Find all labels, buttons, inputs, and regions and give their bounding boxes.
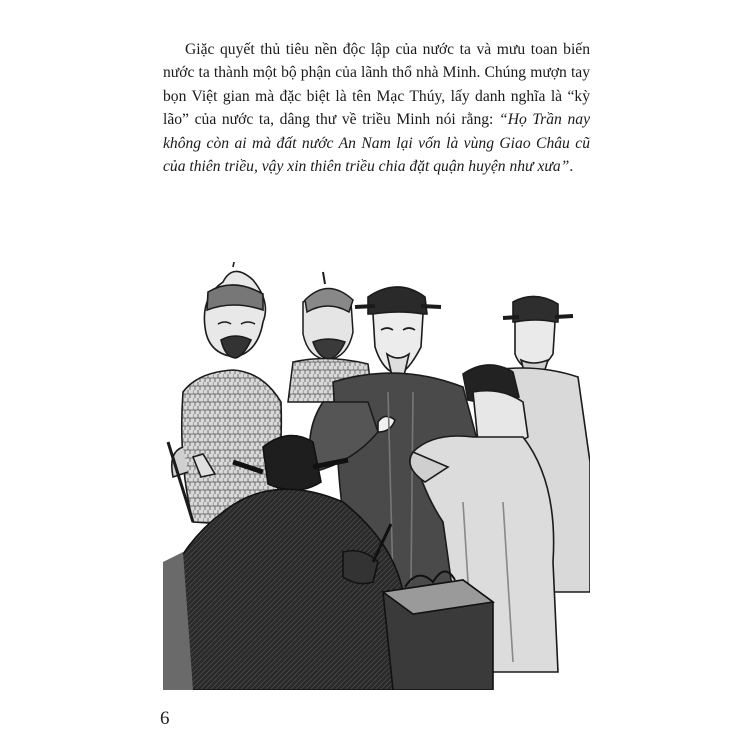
page-number: 6 — [160, 708, 170, 729]
paragraph — [163, 38, 590, 178]
illustration-ming-court-scene — [163, 262, 590, 690]
desk — [383, 571, 493, 690]
body-text — [163, 38, 590, 178]
paragraph-plain-text: Giặc quyết thủ tiêu nền độc lập của nước ta và mưu toan biến nước ta thành một bộ phận của lãnh thổ nhà Minh. Chúng mượn tay bọn Việt gian mà đặc biệt là tên Mạc Thúy, lấy danh nghĩa là “kỳ lão” của nước ta, dâng thư về triều Minh nói rằng: — [163, 41, 590, 129]
paragraph-ending: . — [569, 158, 574, 176]
paragraph-quote: “Họ Trần nay không còn ai mà đất nước An Nam lại vốn là vùng Giao Châu cũ của thiên triều, vậy xin thiên triều chia đặt quận huyện như xưa” — [163, 111, 590, 176]
illustration-drawing — [163, 262, 590, 690]
